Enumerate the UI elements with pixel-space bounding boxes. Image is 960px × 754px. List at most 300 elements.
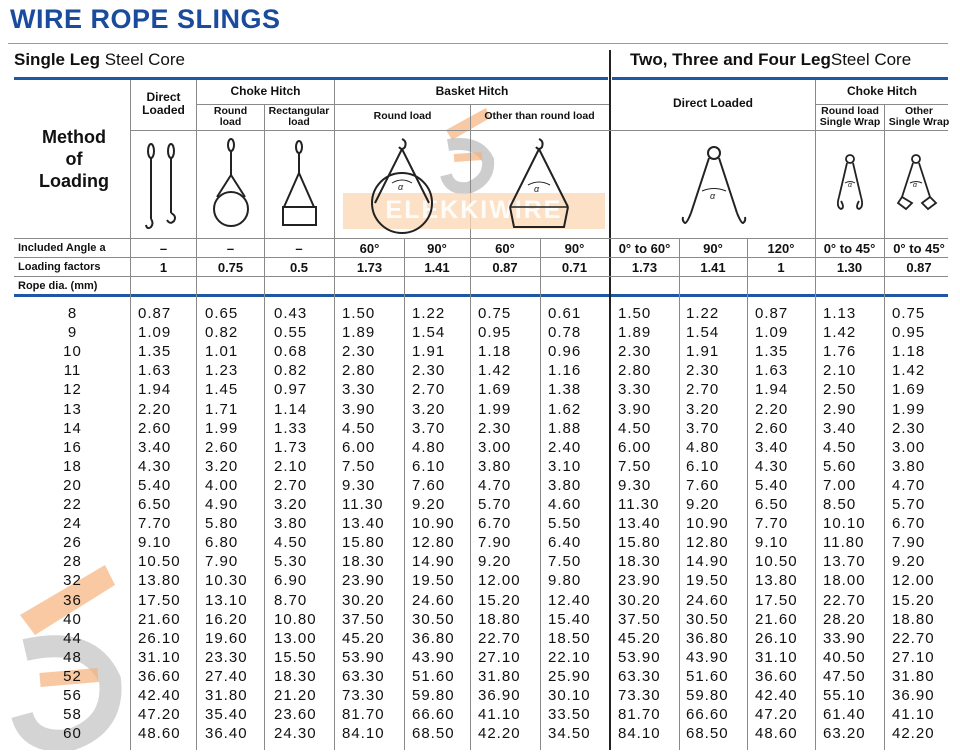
basket-round-load-header: Round load (373, 110, 432, 122)
capacity-cell: 18.50 (548, 629, 591, 647)
capacity-cell: 12.00 (478, 572, 521, 590)
capacity-cell: 66.60 (412, 706, 455, 724)
loading-factors-label: Loading factors (18, 261, 101, 273)
table-row (0, 304, 960, 323)
capacity-cell: 68.50 (412, 725, 455, 743)
capacity-cell: 31.10 (138, 648, 181, 666)
capacity-cell: 55.10 (823, 687, 866, 704)
method-line-3: Loading (39, 171, 109, 191)
grid-hline (14, 257, 948, 258)
title-rule (8, 43, 948, 44)
angle-cell: 60° (359, 241, 380, 256)
rope-diameter-cell: 52 (63, 667, 82, 685)
table-row (0, 571, 960, 590)
capacity-cell: 0.65 (205, 305, 239, 322)
capacity-cell: 34.50 (548, 725, 591, 743)
capacity-cell: 9.20 (478, 553, 512, 571)
multi-leg-bold: Two, Three and Four Leg (630, 50, 831, 69)
capacity-cell: 3.20 (412, 400, 446, 418)
basket-other-load-header: Other than round load (484, 110, 595, 122)
svg-text:α: α (710, 191, 716, 201)
capacity-cell: 0.68 (274, 343, 308, 361)
capacity-cell: 11.30 (618, 496, 660, 513)
rope-diameter-cell: 44 (63, 629, 82, 647)
multi-choke-round-line-1: Round load (821, 105, 879, 117)
capacity-cell: 42.40 (138, 687, 181, 704)
multi-direct-loaded-icon (611, 131, 815, 238)
capacity-cell: 7.90 (892, 534, 926, 552)
capacity-cell: 6.90 (274, 572, 308, 590)
direct-loaded-line-1: Direct (146, 90, 181, 104)
capacity-cell: 1.50 (342, 305, 376, 322)
angle-cell: 90° (703, 241, 723, 256)
svg-text:α: α (398, 182, 404, 192)
capacity-cell: 16.20 (205, 610, 248, 628)
capacity-cell: 68.50 (686, 725, 729, 743)
capacity-cell: 7.60 (412, 476, 446, 494)
table-row (0, 591, 960, 610)
single-leg-steel-core: Steel Core (104, 50, 186, 69)
capacity-cell: 9.30 (342, 476, 376, 494)
capacity-cell: 18.30 (342, 553, 385, 571)
capacity-cell: 30.50 (412, 610, 455, 628)
multi-direct-loaded-header: Direct Loaded (672, 96, 753, 110)
capacity-cell: 2.10 (274, 457, 308, 475)
capacity-cell: 18.00 (823, 572, 866, 590)
capacity-cell: 81.70 (618, 706, 661, 724)
capacity-cell: 4.50 (274, 534, 308, 552)
capacity-cell: 5.80 (205, 515, 239, 533)
capacity-cell: 4.80 (686, 438, 720, 456)
capacity-cell: 1.13 (823, 305, 857, 322)
capacity-cell: 7.60 (686, 476, 720, 494)
capacity-cell: 2.80 (618, 362, 652, 380)
capacity-cell: 6.00 (342, 438, 376, 456)
capacity-cell: 13.40 (618, 515, 661, 533)
capacity-cell: 31.10 (755, 648, 798, 666)
capacity-cell: 73.30 (618, 687, 661, 704)
capacity-cell: 9.30 (618, 476, 652, 494)
capacity-cell: 3.90 (618, 400, 652, 418)
factor-cell: 1.73 (631, 260, 658, 275)
round-load-line-2: load (219, 116, 242, 128)
factor-cell: 1.41 (700, 260, 726, 275)
direct-loaded-sling-icon (131, 131, 196, 238)
choke-round-load-icon (197, 131, 264, 238)
rectangular-load-header (264, 106, 334, 128)
capacity-cell: 1.09 (755, 324, 789, 342)
factor-cell: 1.30 (836, 260, 863, 275)
round-load-header (197, 106, 264, 128)
capacity-cell: 3.40 (755, 438, 789, 456)
capacity-cell: 2.60 (138, 419, 172, 437)
rope-diameter-cell: 10 (63, 343, 82, 361)
capacity-cell: 8.70 (274, 591, 308, 609)
capacity-cell: 1.89 (342, 324, 376, 342)
capacity-cell: 0.82 (274, 362, 308, 380)
capacity-cell: 2.70 (412, 381, 446, 399)
capacity-cell: 1.88 (548, 419, 582, 437)
capacity-cell: 63.20 (823, 725, 866, 743)
capacity-cell: 10.90 (412, 515, 455, 533)
capacity-cell: 1.91 (686, 343, 720, 361)
capacity-cell: 24.60 (686, 591, 729, 609)
capacity-cell: 4.50 (618, 419, 652, 437)
basket-round-load-icon (335, 131, 470, 238)
capacity-cell: 4.90 (205, 496, 239, 513)
factor-cell: 1.73 (356, 260, 383, 275)
data-header-rule (14, 294, 948, 297)
capacity-cell: 22.10 (548, 648, 591, 666)
capacity-cell: 1.91 (412, 343, 446, 361)
capacity-cell: 51.60 (686, 667, 729, 685)
capacity-cell: 1.99 (478, 400, 512, 418)
capacity-cell: 36.80 (412, 629, 455, 647)
capacity-cell: 30.10 (548, 687, 591, 704)
capacity-cell: 19.50 (412, 572, 455, 590)
capacity-cell: 6.00 (618, 438, 652, 456)
table-row (0, 533, 960, 552)
rope-diameter-cell: 32 (63, 572, 82, 590)
capacity-cell: 3.00 (892, 438, 926, 456)
capacity-cell: 0.61 (548, 305, 582, 322)
table-row (0, 457, 960, 476)
capacity-cell: 7.70 (138, 515, 172, 533)
capacity-cell: 41.10 (478, 706, 521, 724)
capacity-cell: 2.30 (618, 343, 652, 361)
capacity-cell: 8.50 (823, 496, 857, 513)
capacity-cell: 6.70 (892, 515, 926, 533)
capacity-cell: 33.50 (548, 706, 591, 724)
capacity-cell: 47.50 (823, 667, 866, 685)
table-row (0, 724, 960, 743)
capacity-cell: 6.50 (138, 496, 172, 513)
capacity-cell: 0.87 (755, 305, 789, 322)
capacity-cell: 0.43 (274, 305, 308, 322)
capacity-cell: 1.42 (478, 362, 512, 380)
capacity-cell: 2.30 (892, 419, 926, 437)
capacity-cell: 2.40 (548, 438, 582, 456)
capacity-cell: 15.40 (548, 610, 591, 628)
capacity-cell: 0.75 (478, 305, 512, 322)
capacity-cell: 1.54 (686, 324, 720, 342)
capacity-cell: 2.60 (755, 419, 789, 437)
angle-cell: 0° to 60° (618, 241, 671, 256)
capacity-cell: 21.60 (755, 610, 798, 628)
choke-hitch-header: Choke Hitch (230, 84, 301, 98)
angle-cell: – (159, 241, 168, 256)
capacity-cell: 1.63 (755, 362, 789, 380)
capacity-cell: 9.10 (138, 534, 172, 552)
capacity-cell: 1.76 (823, 343, 857, 361)
capacity-cell: 2.10 (823, 362, 857, 380)
capacity-cell: 1.23 (205, 362, 239, 380)
svg-text:α: α (534, 184, 540, 194)
table-row (0, 648, 960, 667)
capacity-cell: 23.90 (618, 572, 661, 590)
capacity-cell: 1.62 (548, 400, 582, 418)
right-header-rule (612, 77, 948, 80)
capacity-cell: 9.10 (755, 534, 789, 552)
table-row (0, 705, 960, 724)
capacity-cell: 36.60 (755, 667, 798, 685)
capacity-cell: 9.20 (892, 553, 926, 571)
rope-diameter-cell: 14 (63, 419, 82, 437)
capacity-cell: 7.50 (342, 457, 376, 475)
capacity-cell: 1.01 (205, 343, 239, 361)
page-title: WIRE ROPE SLINGS (10, 4, 281, 34)
capacity-cell: 1.94 (755, 381, 789, 399)
capacity-cell: 61.40 (823, 706, 866, 724)
angle-cell: 90° (427, 241, 447, 256)
capacity-cell: 6.50 (755, 496, 789, 513)
capacity-cell: 1.89 (618, 324, 652, 342)
angle-cell: – (226, 241, 235, 256)
angle-cell: 0° to 45° (893, 241, 945, 256)
capacity-cell: 36.60 (138, 667, 181, 685)
multi-choke-other-icon (884, 131, 948, 238)
capacity-cell: 33.90 (823, 629, 866, 647)
rope-diameter-cell: 20 (63, 476, 82, 494)
capacity-cell: 3.20 (205, 457, 239, 475)
rope-diameter-cell: 28 (63, 553, 82, 571)
table-row (0, 419, 960, 438)
capacity-cell: 36.90 (892, 687, 935, 704)
capacity-cell: 1.22 (412, 305, 446, 322)
capacity-cell: 2.30 (686, 362, 720, 380)
capacity-cell: 3.40 (138, 438, 172, 456)
capacity-cell: 35.40 (205, 706, 248, 724)
table-row (0, 552, 960, 571)
capacity-cell: 1.71 (205, 400, 239, 418)
capacity-cell: 1.94 (138, 381, 172, 399)
capacity-cell: 5.50 (548, 515, 582, 533)
capacity-cell: 12.40 (548, 591, 591, 609)
rectangular-load-line-1: Rectangular (268, 105, 330, 117)
capacity-cell: 3.20 (274, 496, 308, 513)
capacity-cell: 1.99 (892, 400, 926, 418)
capacity-cell: 19.60 (205, 629, 248, 647)
capacity-cell: 1.18 (892, 343, 926, 361)
capacity-cell: 13.40 (342, 515, 385, 533)
round-load-line-1: Round (213, 105, 248, 117)
capacity-cell: 48.60 (138, 725, 181, 743)
capacity-cell: 26.10 (138, 629, 181, 647)
table-row (0, 667, 960, 686)
capacity-cell: 3.90 (342, 400, 376, 418)
angle-cell: 60° (495, 241, 515, 256)
capacity-cell: 24.30 (274, 725, 317, 743)
method-line-1: Method (42, 127, 106, 147)
capacity-cell: 30.20 (618, 591, 661, 609)
table-row (0, 610, 960, 629)
capacity-cell: 47.20 (138, 706, 181, 724)
multi-choke-other-header (885, 106, 953, 128)
capacity-cell: 15.20 (892, 591, 935, 609)
factor-cell: 0.71 (561, 260, 588, 275)
capacity-cell: 31.80 (478, 667, 521, 685)
capacity-cell: 22.70 (478, 629, 521, 647)
capacity-cell: 10.50 (138, 553, 181, 571)
factor-cell: 1 (159, 260, 168, 275)
capacity-cell: 66.60 (686, 706, 729, 724)
svg-text:α: α (848, 182, 852, 189)
capacity-cell: 18.80 (892, 610, 935, 628)
capacity-cell: 5.40 (755, 476, 789, 494)
single-leg-bold: Single Leg (14, 50, 105, 69)
rope-diameter-cell: 26 (63, 534, 82, 552)
capacity-cell: 2.30 (412, 362, 446, 380)
capacity-cell: 36.40 (205, 725, 248, 743)
capacity-cell: 15.80 (342, 534, 385, 552)
capacity-cell: 0.95 (478, 324, 512, 342)
capacity-cell: 63.30 (618, 667, 661, 685)
capacity-cell: 1.14 (274, 400, 308, 418)
capacity-cell: 53.90 (342, 648, 385, 666)
multi-leg-steel-core: Steel Core (830, 50, 912, 69)
rope-diameter-cell: 16 (63, 438, 82, 456)
angle-cell: – (295, 241, 303, 256)
direct-loaded-line-2: Loaded (142, 103, 185, 117)
capacity-cell: 19.50 (686, 572, 729, 590)
angle-cell: 90° (564, 241, 585, 256)
capacity-cell: 12.80 (412, 534, 455, 552)
capacity-cell: 26.10 (755, 629, 798, 647)
capacity-cell: 1.38 (548, 381, 582, 399)
factor-cell: 0.5 (289, 260, 309, 275)
capacity-cell: 2.80 (342, 362, 376, 380)
capacity-cell: 3.00 (478, 438, 512, 456)
capacity-cell: 43.90 (412, 648, 455, 666)
capacity-cell: 2.70 (686, 381, 720, 399)
capacity-cell: 6.10 (686, 457, 720, 475)
capacity-cell: 3.30 (618, 381, 652, 399)
capacity-cell: 45.20 (342, 629, 385, 647)
factor-cell: 0.75 (217, 260, 244, 275)
rope-diameter-cell: 60 (63, 725, 82, 743)
table-row (0, 495, 960, 514)
capacity-cell: 5.70 (478, 496, 512, 513)
capacity-cell: 5.30 (274, 553, 308, 571)
capacity-cell: 13.80 (138, 572, 181, 590)
capacity-cell: 51.60 (412, 667, 455, 685)
capacity-cell: 1.69 (478, 381, 512, 399)
capacity-cell: 53.90 (618, 648, 661, 666)
capacity-cell: 2.70 (274, 476, 308, 494)
capacity-cell: 21.20 (274, 687, 317, 704)
capacity-cell: 7.70 (755, 515, 789, 533)
capacity-cell: 84.10 (342, 725, 385, 743)
capacity-cell: 15.20 (478, 591, 521, 609)
capacity-cell: 1.42 (823, 324, 857, 342)
capacity-cell: 0.78 (548, 324, 582, 342)
capacity-cell: 3.10 (548, 457, 582, 475)
capacity-cell: 24.60 (412, 591, 455, 609)
rope-diameter-cell: 48 (63, 648, 82, 666)
rope-diameter-cell: 58 (63, 706, 82, 724)
capacity-cell: 1.42 (892, 362, 926, 380)
table-row (0, 686, 960, 705)
capacity-cell: 73.30 (342, 687, 385, 704)
capacity-cell: 15.80 (618, 534, 661, 552)
rope-diameter-cell: 40 (63, 610, 82, 628)
table-row (0, 629, 960, 648)
capacity-cell: 4.00 (205, 476, 239, 494)
capacity-cell: 5.40 (138, 476, 172, 494)
capacity-cell: 1.73 (274, 438, 308, 456)
capacity-cell: 59.80 (686, 687, 729, 704)
rope-diameter-cell: 9 (67, 324, 78, 342)
capacity-cell: 6.80 (205, 534, 239, 552)
factor-cell: 1 (777, 260, 785, 275)
capacity-cell: 36.80 (686, 629, 729, 647)
capacity-cell: 3.80 (892, 457, 926, 475)
capacity-cell: 10.50 (755, 553, 798, 571)
rectangular-load-line-2: load (288, 116, 310, 128)
capacity-cell: 6.40 (548, 534, 582, 552)
capacity-cell: 81.70 (342, 706, 385, 724)
capacity-cell: 27.40 (205, 667, 248, 685)
table-row (0, 514, 960, 533)
capacity-cell: 6.70 (478, 515, 512, 533)
choke-rectangular-load-icon (264, 131, 334, 238)
capacity-cell: 1.16 (548, 362, 582, 380)
capacity-cell: 0.95 (892, 324, 926, 342)
grid-hline (196, 104, 609, 105)
capacity-cell: 63.30 (342, 667, 385, 685)
capacity-cell: 7.50 (618, 457, 652, 475)
capacity-cell: 18.30 (274, 667, 317, 685)
factor-cell: 0.87 (906, 260, 932, 275)
capacity-cell: 2.30 (478, 419, 512, 437)
capacity-cell: 0.97 (274, 381, 308, 399)
rope-diameter-cell: 12 (63, 381, 82, 399)
capacity-cell: 1.54 (412, 324, 446, 342)
capacity-cell: 3.30 (342, 381, 376, 399)
capacity-cell: 10.10 (823, 515, 866, 533)
capacity-cell: 1.35 (138, 343, 172, 361)
capacity-cell: 0.75 (892, 305, 926, 322)
capacity-cell: 14.90 (412, 553, 455, 571)
capacity-cell: 1.33 (274, 419, 308, 437)
capacity-cell: 13.70 (823, 553, 866, 571)
capacity-cell: 3.80 (548, 476, 582, 494)
rope-diameter-cell: 22 (63, 496, 82, 513)
capacity-cell: 13.80 (755, 572, 798, 590)
capacity-cell: 48.60 (755, 725, 798, 743)
capacity-cell: 1.22 (686, 305, 720, 322)
multi-leg-heading (630, 50, 911, 70)
capacity-cell: 5.60 (823, 457, 857, 475)
capacity-cell: 47.20 (755, 706, 798, 724)
capacity-cell: 3.80 (478, 457, 512, 475)
capacity-cell: 22.70 (823, 591, 866, 609)
capacity-cell: 14.90 (686, 553, 729, 571)
capacity-cell: 37.50 (618, 610, 661, 628)
capacity-cell: 23.30 (205, 648, 248, 666)
capacity-cell: 5.70 (892, 496, 926, 513)
capacity-cell: 42.20 (892, 725, 935, 743)
angle-cell: 120° (767, 241, 795, 256)
capacity-cell: 30.50 (686, 610, 729, 628)
capacity-cell: 4.70 (478, 476, 512, 494)
capacity-cell: 3.80 (274, 515, 308, 533)
capacity-cell: 45.20 (618, 629, 661, 647)
capacity-cell: 4.80 (412, 438, 446, 456)
single-leg-heading (14, 50, 185, 70)
capacity-cell: 4.50 (823, 438, 857, 456)
multi-choke-hitch-header: Choke Hitch (846, 84, 917, 98)
